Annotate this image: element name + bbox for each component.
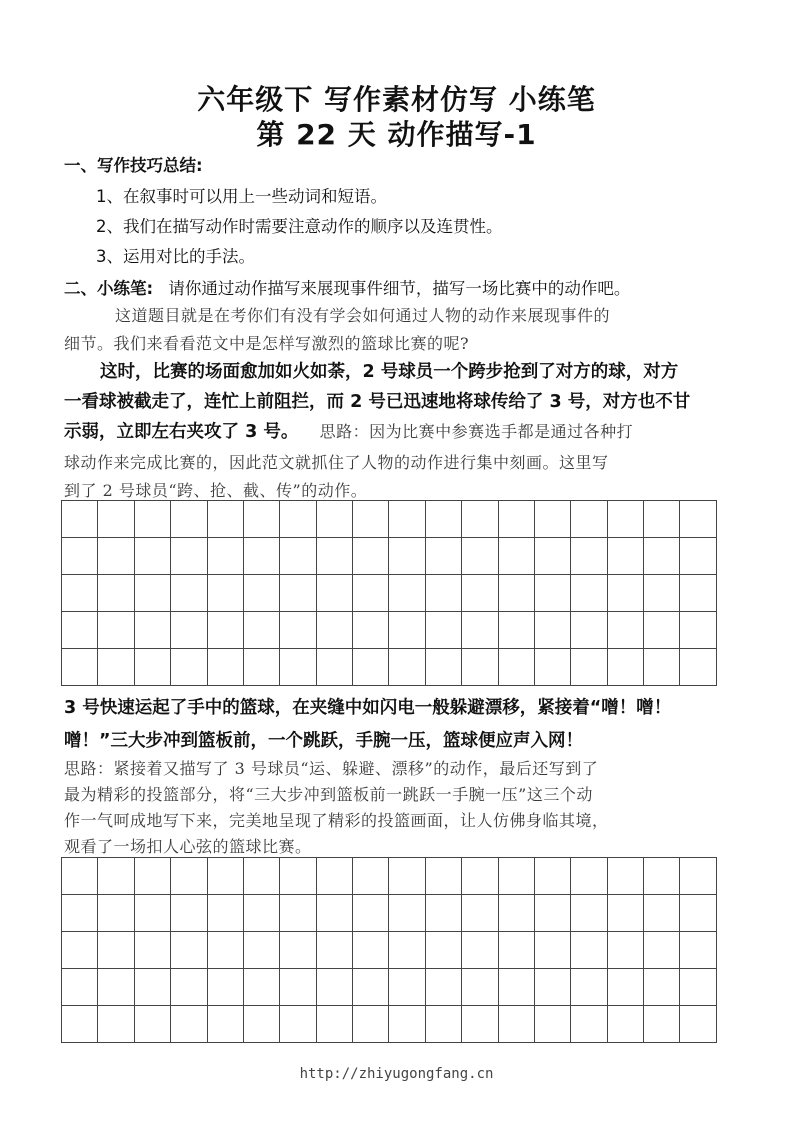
grid-row xyxy=(62,895,717,932)
analysis1-line-2: 到了 2 号球员“跨、抢、截、传”的动作。 xyxy=(64,481,368,500)
grid-cell[interactable] xyxy=(607,501,643,538)
grid-cell[interactable] xyxy=(316,649,352,686)
grid-cell[interactable] xyxy=(243,501,279,538)
analysis1-head: 思路：因为比赛中参赛选手都是通过各种打 xyxy=(319,422,634,441)
grid-cell[interactable] xyxy=(207,932,243,969)
grid-cell[interactable] xyxy=(134,649,170,686)
grid-cell[interactable] xyxy=(353,612,389,649)
grid-cell[interactable] xyxy=(280,1006,316,1043)
grid-cell[interactable] xyxy=(534,858,570,895)
grid-cell[interactable] xyxy=(389,1006,425,1043)
grid-cell[interactable] xyxy=(607,969,643,1006)
grid-cell[interactable] xyxy=(425,649,461,686)
grid-cell[interactable] xyxy=(607,612,643,649)
grid-cell[interactable] xyxy=(171,895,207,932)
grid-cell[interactable] xyxy=(571,932,607,969)
grid-cell[interactable] xyxy=(680,969,717,1006)
grid-cell[interactable] xyxy=(498,1006,534,1043)
grid-cell[interactable] xyxy=(243,858,279,895)
analysis2-line-4: 观看了一场扣人心弦的篮球比赛。 xyxy=(64,837,312,856)
grid-cell[interactable] xyxy=(171,501,207,538)
grid-cell[interactable] xyxy=(425,858,461,895)
footer-url: http://zhiyugongfang.cn xyxy=(299,1066,494,1082)
grid-cell[interactable] xyxy=(534,538,570,575)
grid-cell[interactable] xyxy=(644,501,680,538)
grid-cell[interactable] xyxy=(207,969,243,1006)
grid-cell[interactable] xyxy=(98,969,134,1006)
grid-cell[interactable] xyxy=(389,612,425,649)
section2-heading: 二、小练笔: xyxy=(64,279,154,298)
grid-cell[interactable] xyxy=(316,969,352,1006)
grid-cell[interactable] xyxy=(134,895,170,932)
grid-cell[interactable] xyxy=(498,612,534,649)
grid-cell[interactable] xyxy=(498,575,534,612)
grid-cell[interactable] xyxy=(280,575,316,612)
grid-cell[interactable] xyxy=(353,1006,389,1043)
grid-cell[interactable] xyxy=(462,612,498,649)
grid-cell[interactable] xyxy=(389,969,425,1006)
grid-cell[interactable] xyxy=(571,969,607,1006)
sample1-line-3: 示弱，立即左右夹攻了 3 号。 xyxy=(64,422,299,442)
grid-cell[interactable] xyxy=(389,858,425,895)
grid-row xyxy=(62,1006,717,1043)
grid-cell[interactable] xyxy=(62,501,98,538)
grid-cell[interactable] xyxy=(353,649,389,686)
grid-cell[interactable] xyxy=(571,858,607,895)
grid-cell[interactable] xyxy=(607,575,643,612)
grid-cell[interactable] xyxy=(171,538,207,575)
grid-cell[interactable] xyxy=(243,612,279,649)
grid-cell[interactable] xyxy=(571,895,607,932)
grid-cell[interactable] xyxy=(534,649,570,686)
grid-cell[interactable] xyxy=(389,538,425,575)
grid-cell[interactable] xyxy=(98,858,134,895)
grid-cell[interactable] xyxy=(134,501,170,538)
grid-cell[interactable] xyxy=(462,858,498,895)
sample1-line-2: 一看球被截走了，连忙上前阻拦，而 2 号已迅速地将球传给了 3 号，对方也不甘 xyxy=(64,392,691,412)
grid-row xyxy=(62,575,717,612)
grid-cell[interactable] xyxy=(243,895,279,932)
tip-item-2: 2、我们在描写动作时需要注意动作的顺序以及连贯性。 xyxy=(96,217,503,236)
grid-cell[interactable] xyxy=(171,649,207,686)
grid-cell[interactable] xyxy=(498,969,534,1006)
grid-cell[interactable] xyxy=(207,612,243,649)
grid-cell[interactable] xyxy=(425,969,461,1006)
grid-cell[interactable] xyxy=(134,858,170,895)
grid-cell[interactable] xyxy=(607,932,643,969)
grid-cell[interactable] xyxy=(243,969,279,1006)
grid-cell[interactable] xyxy=(207,501,243,538)
grid-cell[interactable] xyxy=(571,501,607,538)
grid-cell[interactable] xyxy=(607,895,643,932)
tip-item-1: 1、在叙事时可以用上一些动词和短语。 xyxy=(96,187,387,206)
grid-cell[interactable] xyxy=(462,538,498,575)
grid-cell[interactable] xyxy=(316,575,352,612)
intro-line-1: 这道题目就是在考你们有没有学会如何通过人物的动作来展现事件的 xyxy=(115,306,611,325)
grid-cell[interactable] xyxy=(353,969,389,1006)
sample2-line-2: 噌！”三大步冲到篮板前，一个跳跃，手腕一压，篮球便应声入网！ xyxy=(64,731,583,751)
grid-cell[interactable] xyxy=(280,649,316,686)
grid-cell[interactable] xyxy=(353,858,389,895)
grid-cell[interactable] xyxy=(98,612,134,649)
grid-row xyxy=(62,969,717,1006)
grid-cell[interactable] xyxy=(62,1006,98,1043)
section1-heading: 一、写作技巧总结: xyxy=(64,156,203,175)
grid-cell[interactable] xyxy=(680,858,717,895)
grid-cell[interactable] xyxy=(571,538,607,575)
grid-cell[interactable] xyxy=(353,501,389,538)
grid-cell[interactable] xyxy=(171,932,207,969)
grid-cell[interactable] xyxy=(243,575,279,612)
grid-cell[interactable] xyxy=(644,1006,680,1043)
grid-cell[interactable] xyxy=(134,969,170,1006)
section2-line xyxy=(64,275,630,299)
grid-cell[interactable] xyxy=(644,649,680,686)
grid-cell[interactable] xyxy=(62,858,98,895)
grid-cell[interactable] xyxy=(534,612,570,649)
grid-cell[interactable] xyxy=(98,649,134,686)
grid-cell[interactable] xyxy=(62,612,98,649)
grid-cell[interactable] xyxy=(243,538,279,575)
grid-cell[interactable] xyxy=(353,538,389,575)
grid-row xyxy=(62,538,717,575)
grid-cell[interactable] xyxy=(607,858,643,895)
grid-cell[interactable] xyxy=(462,649,498,686)
page-subtitle: 第 22 天 动作描写-1 xyxy=(256,118,537,151)
grid-cell[interactable] xyxy=(280,969,316,1006)
grid-cell[interactable] xyxy=(644,932,680,969)
grid-cell[interactable] xyxy=(280,612,316,649)
intro-line-2: 细节。我们来看看范文中是怎样写激烈的篮球比赛的呢? xyxy=(64,334,470,353)
grid-cell[interactable] xyxy=(62,575,98,612)
grid-cell[interactable] xyxy=(280,538,316,575)
grid-cell[interactable] xyxy=(462,969,498,1006)
grid-cell[interactable] xyxy=(425,932,461,969)
grid-cell[interactable] xyxy=(389,649,425,686)
grid-cell[interactable] xyxy=(316,1006,352,1043)
grid-row xyxy=(62,649,717,686)
grid-cell[interactable] xyxy=(207,895,243,932)
analysis2-line-1: 思路：紧接着又描写了 3 号球员“运、躲避、漂移”的动作，最后还写到了 xyxy=(64,759,599,778)
grid-cell[interactable] xyxy=(316,612,352,649)
grid-cell[interactable] xyxy=(134,538,170,575)
grid-cell[interactable] xyxy=(389,501,425,538)
grid-cell[interactable] xyxy=(389,895,425,932)
grid-cell[interactable] xyxy=(425,501,461,538)
grid-cell[interactable] xyxy=(171,575,207,612)
grid-cell[interactable] xyxy=(243,932,279,969)
grid-row xyxy=(62,612,717,649)
grid-cell[interactable] xyxy=(62,969,98,1006)
grid-cell[interactable] xyxy=(462,1006,498,1043)
grid-cell[interactable] xyxy=(280,858,316,895)
grid-cell[interactable] xyxy=(62,538,98,575)
section2-prompt: 请你通过动作描写来展现事件细节，描写一场比赛中的动作吧。 xyxy=(168,279,631,298)
grid-cell[interactable] xyxy=(62,895,98,932)
grid-cell[interactable] xyxy=(98,575,134,612)
grid-cell[interactable] xyxy=(462,501,498,538)
grid-cell[interactable] xyxy=(134,612,170,649)
grid-cell[interactable] xyxy=(571,1006,607,1043)
grid-cell[interactable] xyxy=(207,575,243,612)
grid-cell[interactable] xyxy=(534,932,570,969)
grid-cell[interactable] xyxy=(243,1006,279,1043)
grid-cell[interactable] xyxy=(207,1006,243,1043)
grid-cell[interactable] xyxy=(134,932,170,969)
grid-cell[interactable] xyxy=(571,649,607,686)
grid-cell[interactable] xyxy=(280,895,316,932)
grid-cell[interactable] xyxy=(462,932,498,969)
writing-grid-2[interactable] xyxy=(61,857,717,1043)
tip-item-3: 3、运用对比的手法。 xyxy=(96,247,255,266)
grid-row xyxy=(62,858,717,895)
grid-cell[interactable] xyxy=(425,612,461,649)
grid-cell[interactable] xyxy=(316,858,352,895)
grid-row xyxy=(62,501,717,538)
grid-cell[interactable] xyxy=(353,932,389,969)
grid-cell[interactable] xyxy=(207,649,243,686)
grid-cell[interactable] xyxy=(171,969,207,1006)
grid-cell[interactable] xyxy=(498,932,534,969)
grid-cell[interactable] xyxy=(316,895,352,932)
grid-cell[interactable] xyxy=(280,501,316,538)
grid-cell[interactable] xyxy=(534,501,570,538)
grid-cell[interactable] xyxy=(644,538,680,575)
grid-cell[interactable] xyxy=(316,932,352,969)
grid-cell[interactable] xyxy=(498,858,534,895)
grid-cell[interactable] xyxy=(680,575,717,612)
grid-cell[interactable] xyxy=(425,895,461,932)
grid-cell[interactable] xyxy=(425,575,461,612)
grid-cell[interactable] xyxy=(62,649,98,686)
grid-cell[interactable] xyxy=(62,932,98,969)
grid-cell[interactable] xyxy=(389,575,425,612)
grid-cell[interactable] xyxy=(680,932,717,969)
analysis2-line-3: 作一气呵成地写下来，完美地呈现了精彩的投篮画面，让人仿佛身临其境， xyxy=(64,811,609,830)
grid-cell[interactable] xyxy=(680,501,717,538)
sample2-line-1: 3 号快速运起了手中的篮球，在夹缝中如闪电一般躲避漂移，紧接着“噌！噌！ xyxy=(64,698,672,718)
grid-cell[interactable] xyxy=(353,895,389,932)
grid-cell[interactable] xyxy=(207,538,243,575)
grid-cell[interactable] xyxy=(644,895,680,932)
grid-cell[interactable] xyxy=(680,895,717,932)
sample1-line-1: 这时，比赛的场面愈加如火如荼，2 号球员一个跨步抢到了对方的球，对方 xyxy=(100,362,679,382)
sample1-line-3-row xyxy=(64,418,633,443)
grid-cell[interactable] xyxy=(534,575,570,612)
grid-cell[interactable] xyxy=(462,895,498,932)
grid-cell[interactable] xyxy=(498,501,534,538)
grid-cell[interactable] xyxy=(498,895,534,932)
writing-grid-1[interactable] xyxy=(61,500,717,686)
page-title: 六年级下 写作素材仿写 小练笔 xyxy=(197,83,596,116)
analysis1-line-1: 球动作来完成比赛的，因此范文就抓住了人物的动作进行集中刻画。这里写 xyxy=(64,453,609,472)
grid-cell[interactable] xyxy=(571,575,607,612)
grid-cell[interactable] xyxy=(171,612,207,649)
grid-cell[interactable] xyxy=(644,969,680,1006)
grid-cell[interactable] xyxy=(644,858,680,895)
grid-row xyxy=(62,932,717,969)
grid-cell[interactable] xyxy=(98,895,134,932)
grid-cell[interactable] xyxy=(134,1006,170,1043)
grid-cell[interactable] xyxy=(98,501,134,538)
grid-cell[interactable] xyxy=(607,538,643,575)
grid-cell[interactable] xyxy=(316,501,352,538)
grid-cell[interactable] xyxy=(98,932,134,969)
grid-cell[interactable] xyxy=(644,575,680,612)
grid-cell[interactable] xyxy=(425,1006,461,1043)
grid-cell[interactable] xyxy=(534,969,570,1006)
grid-cell[interactable] xyxy=(425,538,461,575)
grid-cell[interactable] xyxy=(607,649,643,686)
grid-cell[interactable] xyxy=(498,538,534,575)
grid-cell[interactable] xyxy=(680,612,717,649)
grid-cell[interactable] xyxy=(98,538,134,575)
grid-cell[interactable] xyxy=(534,1006,570,1043)
grid-cell[interactable] xyxy=(644,612,680,649)
grid-cell[interactable] xyxy=(134,575,170,612)
analysis2-line-2: 最为精彩的投篮部分，将“三大步冲到篮板前一跳跃一手腕一压”这三个动 xyxy=(64,785,593,804)
grid-cell[interactable] xyxy=(207,858,243,895)
grid-cell[interactable] xyxy=(316,538,352,575)
grid-cell[interactable] xyxy=(280,932,316,969)
grid-cell[interactable] xyxy=(243,649,279,686)
grid-cell[interactable] xyxy=(498,649,534,686)
grid-cell[interactable] xyxy=(680,649,717,686)
grid-cell[interactable] xyxy=(571,612,607,649)
grid-cell[interactable] xyxy=(171,1006,207,1043)
grid-cell[interactable] xyxy=(171,858,207,895)
grid-cell[interactable] xyxy=(534,895,570,932)
grid-cell[interactable] xyxy=(607,1006,643,1043)
grid-cell[interactable] xyxy=(353,575,389,612)
grid-cell[interactable] xyxy=(680,538,717,575)
grid-cell[interactable] xyxy=(98,1006,134,1043)
grid-cell[interactable] xyxy=(462,575,498,612)
grid-cell[interactable] xyxy=(389,932,425,969)
grid-cell[interactable] xyxy=(680,1006,717,1043)
